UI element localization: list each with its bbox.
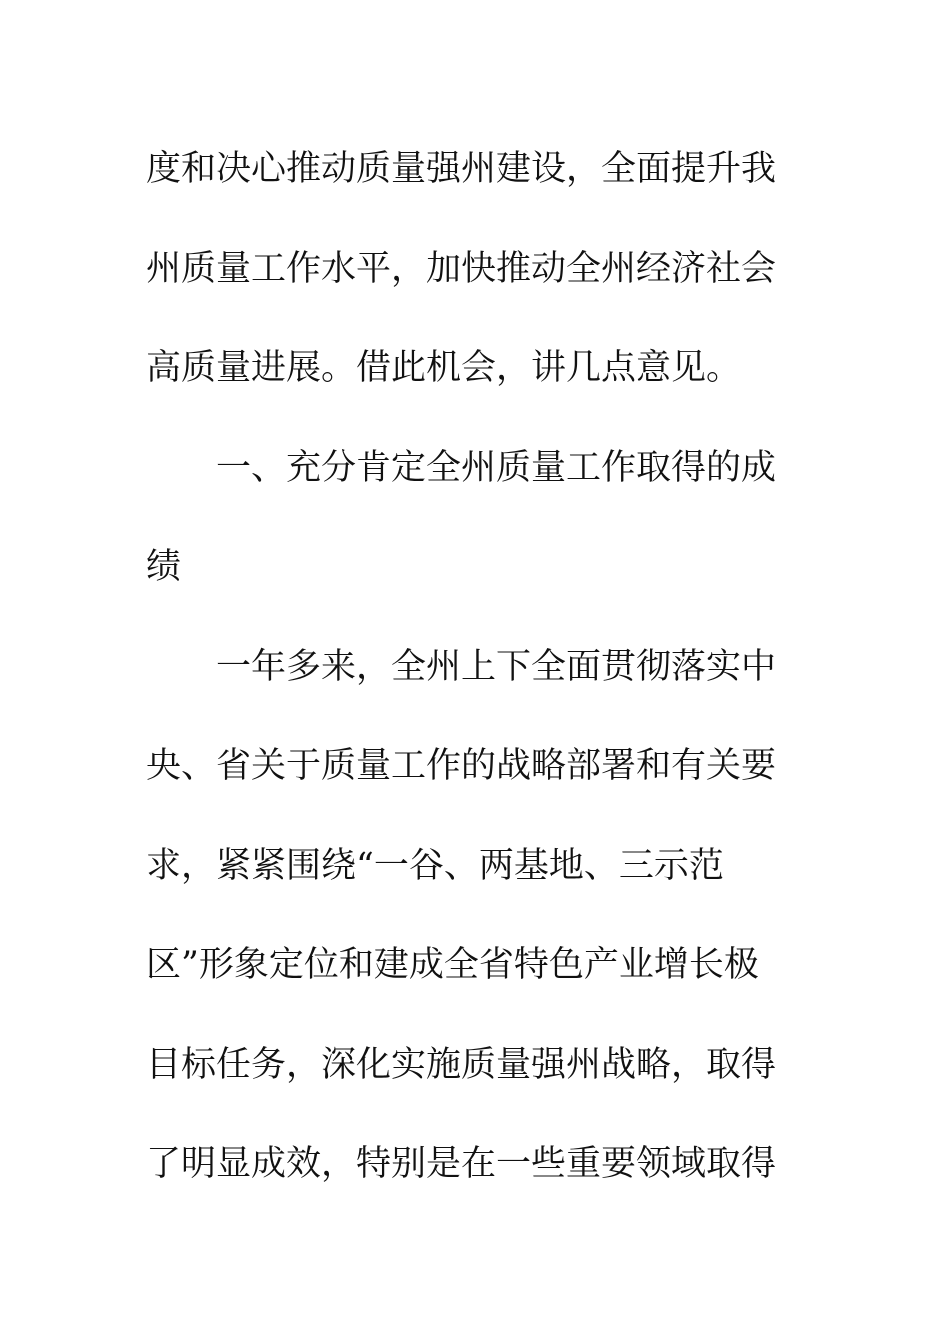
section-heading: 一、充分肯定全州质量工作取得的成 [216,447,777,488]
text-line: 区”形象定位和建成全省特色产业增长极 [146,945,759,985]
text-line: 求，紧紧围绕“一谷、两基地、三示范 [146,845,724,886]
text-line: 了明显成效，特别是在一些重要领域取得 [146,1144,777,1184]
text-line: 央、省关于质量工作的战略部署和有关要 [146,746,777,786]
body-text [146,120,786,1215]
text-line: 高质量进展。借此机会，讲几点意见。 [146,348,742,388]
text-line: 目标任务，深化实施质量强州战略，取得 [146,1044,777,1085]
text-line: 度和决心推动质量强州建设，全面提升我 [146,149,777,189]
section-heading-continuation: 绩 [146,547,182,587]
text-line: 州质量工作水平，加快推动全州经济社会 [146,248,777,289]
text-line: 一年多来，全州上下全面贯彻落实中 [216,646,777,687]
